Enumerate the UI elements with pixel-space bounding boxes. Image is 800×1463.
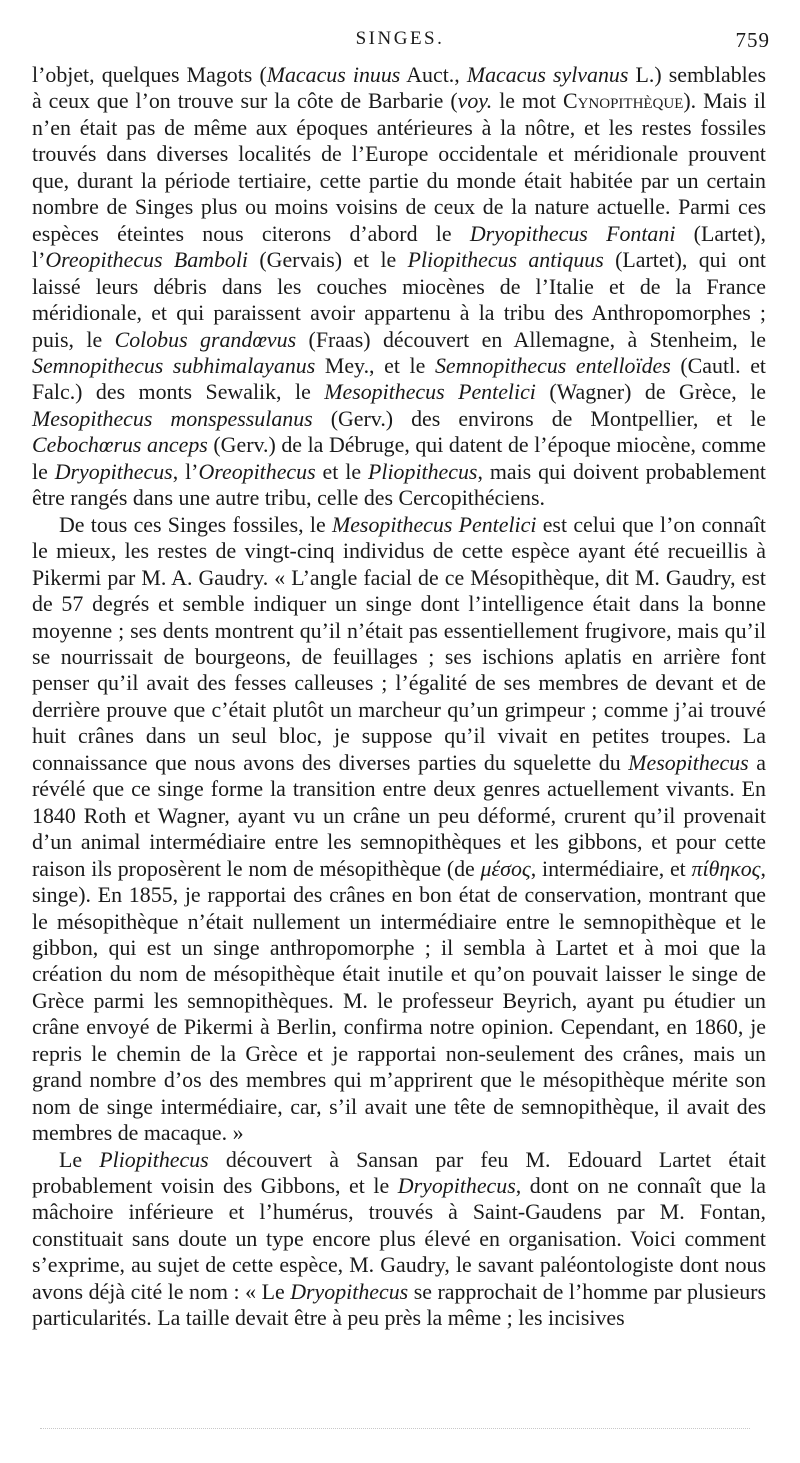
text-run: , singe). En 1855, je rapportai des crânes en bon état de conservation, montrant que le mésopithèque n’était nullement un intermédiaire entre le semnopithèque et le gibbon, qui est un singe anthropomorphe ; il sembla à Lartet et à moi que la création du nom de mésopithèque était inutile et qu’on pouvait laisser le singe de Grèce parmi les semnopithèques. M. le professeur Beyrich, ayant pu étudier un crâne envoyé de Pikermi à Berlin, confirma notre opinion. Cependant, en 1860, je repris le chemin de la Grèce et je rapportai non-seulement des crânes, mais un grand nombre d’os des membres qui m’apprirent que le mésopithèque mérite son nom de singe intermédiaire, car, s’il avait une tête de semnopithèque, il avait des membres de macaque. »: [32, 855, 767, 1146]
italic-term: Dryopithecus: [290, 1278, 409, 1304]
text-run: (Gerv.) de la Débruge, qui datent de l’époque miocène, comme le: [32, 432, 766, 484]
italic-term: Cebochœrus anceps: [32, 432, 208, 458]
italic-term: Dryopithecus: [54, 458, 173, 484]
italic-term: Semnopithecus subhimalayanus: [32, 352, 316, 378]
italic-term: Dryopithecus: [397, 1173, 516, 1199]
text-run: ). Mais il n’en était pas de même aux époques antérieures à la nôtre, et les restes fossiles trouvés dans diverses localités de l’Europe occidentale et méridionale prouvent que, durant la période tertiaire, cette partie du monde était habitée par un certain nombre de Singes plus ou moins voisins de ceux de la nature actuelle. Parmi ces espèces éteintes nous citerons d’abord le: [32, 88, 766, 246]
text-run: , l’: [172, 458, 199, 484]
text-run: , dont on ne connaît que la mâchoire inférieure et l’humérus, trouvés à Saint-Gaudens par M. Fontan, constituait sans doute un type encore plus élevé en organisation. Voici comment s’exprime, au sujet de cette espèce, M. Gaudry, le savant paléontologiste dont nous avons déjà cité le nom : « Le: [32, 1173, 766, 1304]
running-title: SINGES.: [355, 28, 445, 49]
italic-term: Oreopithecus Bamboli: [45, 247, 249, 273]
text-run: découvert à Sansan par feu M. Edouard Lartet était probablement voisin des Gibbons, et le: [32, 1146, 766, 1199]
text-run: Le: [59, 1146, 100, 1172]
italic-term: Mesopithecus Pentelici: [331, 511, 537, 537]
italic-term: Mesopithecus Pentelici: [324, 379, 536, 405]
bottom-rule: [40, 1428, 750, 1429]
text-run: Mey., et le: [315, 352, 435, 378]
italic-term: Mesopithecus: [628, 749, 749, 775]
italic-term: Colobus grandœvus: [114, 326, 297, 352]
text-run: (Gerv.) des environs de Montpellier, et le: [312, 405, 766, 431]
italic-term: πίθηκος: [691, 855, 761, 881]
text-run: L.) semblables à ceux que l’on trouve sur la côte de Barbarie (: [32, 62, 766, 114]
text-run: et le: [315, 458, 369, 484]
text-run: (Fraas) découvert en Allemagne, à Stenheim, le: [296, 326, 766, 352]
running-head: [30, 28, 770, 58]
italic-term: Oreopithecus: [198, 458, 316, 484]
body-text: [32, 62, 766, 1332]
text-run: De tous ces Singes fossiles, le: [59, 511, 332, 537]
text-run: (Cautl. et Falc.) des monts Sewalik, le: [32, 352, 767, 405]
paragraph-3: [32, 1147, 766, 1332]
italic-term: μέσος: [480, 855, 531, 881]
text-run: le mot: [492, 88, 563, 114]
italic-term: Pliopithecus: [99, 1146, 209, 1172]
italic-term: Macacus inuus: [266, 62, 401, 87]
paragraph-2: [32, 512, 766, 1147]
italic-term: Macacus sylvanus: [466, 62, 629, 87]
text-run: (Lartet), qui ont laissé leurs débris dans les couches miocènes de l’Italie et de la France méridionale, et qui paraissent avoir appartenu à la tribu des Anthropomorphes ; puis, le: [32, 247, 766, 352]
italic-term: Pliopithecus: [368, 458, 478, 484]
text-run: se rapprochait de l’homme par plusieurs particularités. La taille devait être à peu près la même ; les incisives: [32, 1278, 766, 1331]
italic-term: Pliopithecus antiquus: [407, 247, 604, 273]
text-run: a révélé que ce singe forme la transition entre deux genres actuellement vivants. En 1840 Roth et Wagner, ayant vu un crâne un peu déformé, crurent qu’il provenait d’un animal intermédiaire entre les semnopithèques et les gibbons, et pour cette raison ils proposèrent le nom de mésopithèque (de: [32, 749, 766, 881]
paragraph-1: [32, 62, 766, 512]
text-run: , mais qui doivent probablement être rangés dans une autre tribu, celle des Cercopithéciens.: [32, 458, 766, 511]
page-number: 759: [735, 28, 770, 52]
text-run: (Wagner) de Grèce, le: [535, 379, 766, 405]
smallcaps-term: Cynopithèque: [562, 88, 684, 114]
text-run: , intermédiaire, et: [530, 855, 692, 881]
text-run: (Lartet), l’: [32, 220, 766, 273]
italic-term: Mesopithecus monspessulanus: [32, 405, 313, 431]
italic-term: Dryopithecus Fontani: [469, 220, 676, 246]
italic-term: voy.: [457, 88, 493, 114]
text-run: est celui que l’on connaît le mieux, les restes de vingt-cinq individus de cette espèce ayant été recueillis à Pikermi par M. A. Gaudry. « L’angle facial de ce Mésopithèque, dit M. Gaudry, est de 57 degrés et semble indiquer un singe dont l’intelligence était dans la bonne moyenne ; ses dents montrent qu’il n’était pas essentiellement frugivore, mais qu’il se nourrissait de bourgeons, de feuillages ; ses ischions aplatis en arrière font penser qu’il avait des fesses calleuses ; l’égalité de ses membres de devant et de derrière prouve que c’était plutôt un marcheur qu’un grimpeur ; comme j’ai trouvé huit crânes dans un seul bloc, je suppose qu’il vivait en petites troupes. La connaissance que nous avons des diverses parties du squelette du: [32, 511, 766, 775]
italic-term: Semnopithecus entelloïdes: [434, 352, 671, 378]
text-run: (Gervais) et le: [248, 247, 408, 273]
text-run: Auct.,: [400, 62, 467, 87]
text-run: l’objet, quelques Magots (: [32, 62, 267, 87]
